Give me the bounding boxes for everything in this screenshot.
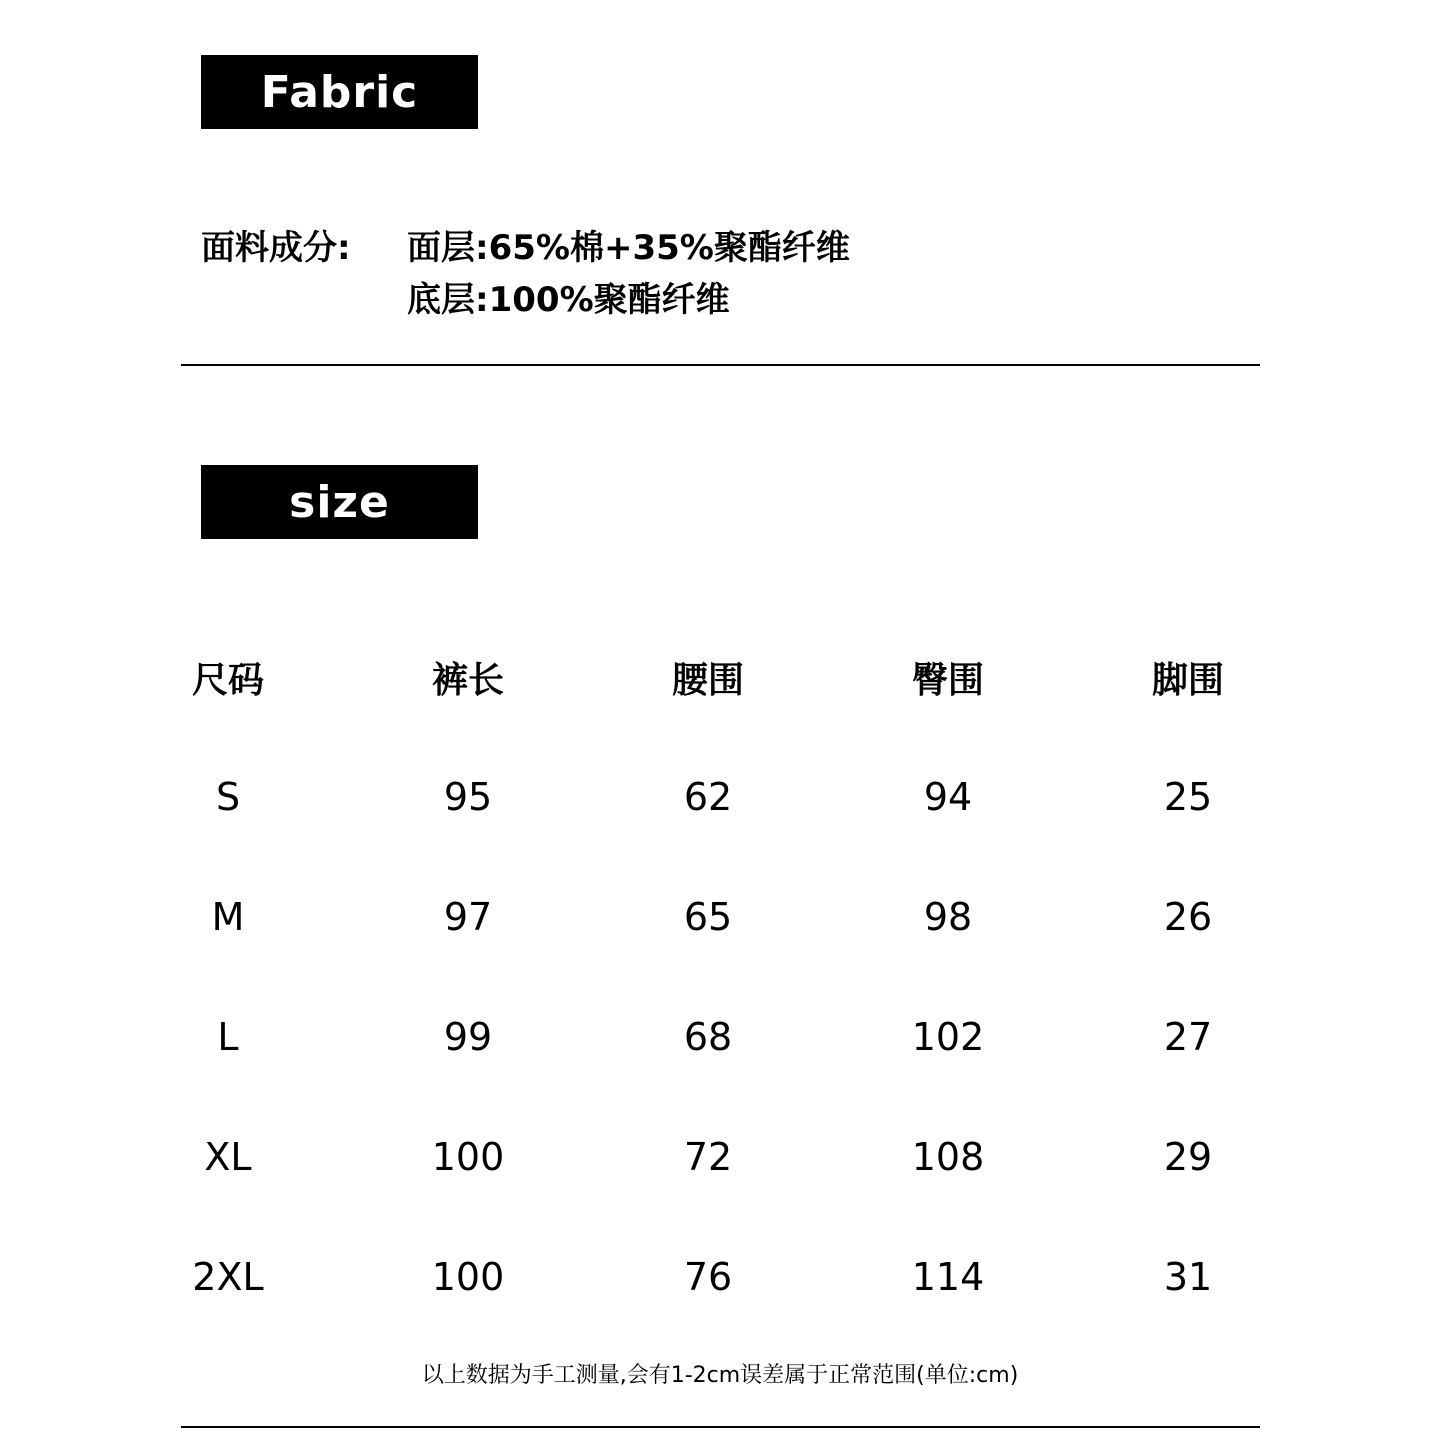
table-row — [108, 857, 1308, 977]
header-hip: 臀围 — [911, 659, 984, 701]
table-cell: 68 — [683, 1015, 733, 1059]
table-cell: 31 — [1163, 1255, 1213, 1299]
header-size: 尺码 — [191, 659, 264, 701]
table-cell: 27 — [1163, 1015, 1213, 1059]
fabric-outer-layer: 面层:65%棉+35%聚酯纤维 — [407, 228, 850, 268]
table-cell: 100 — [431, 1255, 505, 1299]
table-cell: L — [217, 1015, 239, 1059]
table-cell: 99 — [443, 1015, 493, 1059]
table-row — [108, 977, 1308, 1097]
table-cell: 76 — [683, 1255, 733, 1299]
fabric-composition-label: 面料成分: — [201, 228, 351, 268]
section-divider — [181, 364, 1260, 366]
table-cell: M — [211, 895, 245, 939]
table-cell: 97 — [443, 895, 493, 939]
header-leg-opening: 脚围 — [1151, 659, 1224, 701]
size-chart-table — [108, 617, 1308, 1337]
fabric-lining-layer: 底层:100%聚酯纤维 — [407, 280, 730, 320]
bottom-divider — [181, 1426, 1260, 1428]
table-cell: 100 — [431, 1135, 505, 1179]
table-cell: 114 — [911, 1255, 985, 1299]
header-pant-length: 裤长 — [431, 659, 504, 701]
size-table-header-row — [108, 617, 1308, 737]
table-cell: S — [215, 775, 241, 819]
table-cell: 102 — [911, 1015, 985, 1059]
table-cell: 72 — [683, 1135, 733, 1179]
table-row — [108, 1097, 1308, 1217]
table-cell: 29 — [1163, 1135, 1213, 1179]
table-row — [108, 1217, 1308, 1337]
measurement-footnote: 以上数据为手工测量,会有1-2cm误差属于正常范围(单位:cm) — [421, 1363, 1019, 1388]
table-cell: 65 — [683, 895, 733, 939]
table-cell: 94 — [923, 775, 973, 819]
header-waist: 腰围 — [671, 659, 744, 701]
size-section-heading: size — [201, 465, 478, 539]
table-cell: XL — [204, 1135, 252, 1179]
table-cell: 25 — [1163, 775, 1213, 819]
table-row — [108, 737, 1308, 857]
table-cell: 98 — [923, 895, 973, 939]
table-cell: 62 — [683, 775, 733, 819]
table-cell: 26 — [1163, 895, 1213, 939]
table-cell: 108 — [911, 1135, 985, 1179]
table-cell: 95 — [443, 775, 493, 819]
fabric-composition-lines — [407, 222, 850, 326]
table-cell: 2XL — [192, 1255, 264, 1299]
fabric-section-heading: Fabric — [201, 55, 478, 129]
